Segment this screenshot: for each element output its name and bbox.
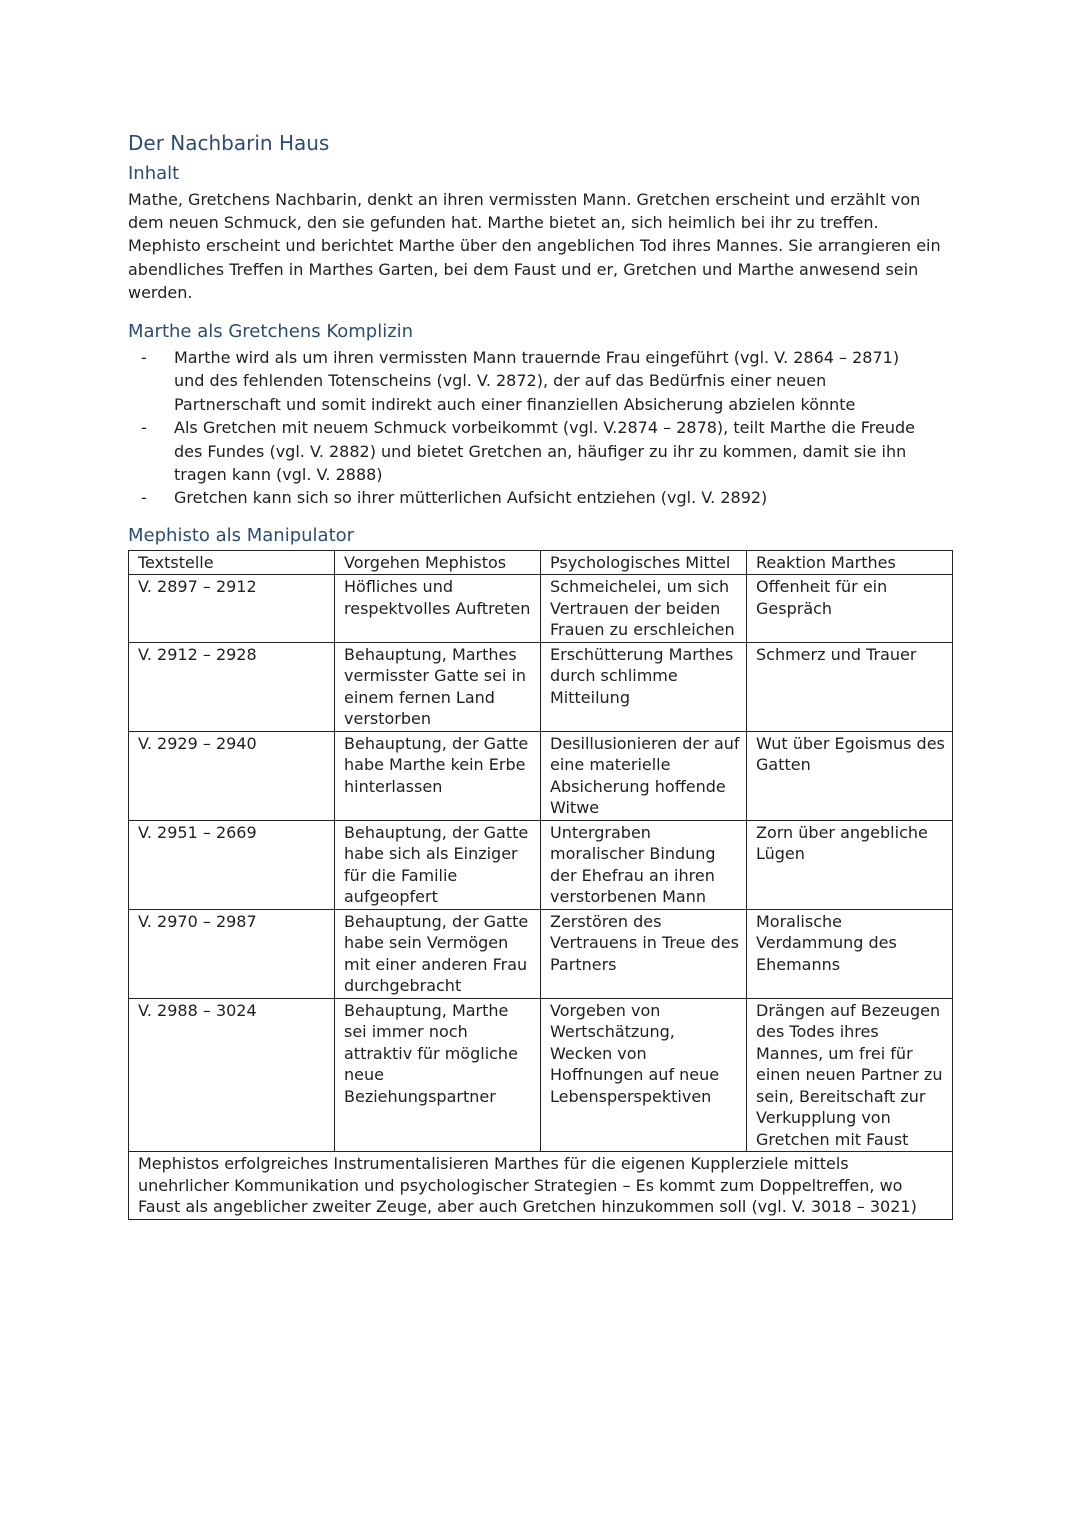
list-item: - Gretchen kann sich so ihrer mütterlichen Aufsicht entziehen (vgl. V. 2892) (128, 486, 934, 509)
document-page (128, 128, 958, 1220)
page-title: Der Nachbarin Haus (128, 131, 330, 155)
table-cell: Drängen auf Bezeugen des Todes ihres Mannes, um frei für einen neuen Partner zu sein, Bereitschaft zur Verkupplung von Gretchen mit Faust (747, 998, 953, 1152)
column-header: Psychologisches Mittel (541, 550, 747, 575)
table-row (129, 909, 953, 998)
table-cell: Desillusionieren der auf eine materielle Absicherung hoffende Witwe (541, 731, 747, 820)
summary-cell: Mephistos erfolgreiches Instrumentalisieren Marthes für die eigenen Kupplerziele mittels unehrlicher Kommunikation und psychologischer Strategien – Es kommt zum Doppeltreffen, wo Faust als angeblicher zweiter Zeuge, aber auch Gretchen hinzukommen soll (vgl. V. 3018 – 3021) (129, 1152, 953, 1220)
manipulator-table (128, 550, 953, 1220)
list-item: - Als Gretchen mit neuem Schmuck vorbeikommt (vgl. V.2874 – 2878), teilt Marthe die Freude des Fundes (vgl. V. 2882) und bietet Gretchen an, häufiger zu ihr zu kommen, damit sie ihn tragen kann (vgl. V. 2888) (128, 416, 934, 486)
table-cell: V. 2970 – 2987 (129, 909, 335, 998)
section-heading-manipulator: Mephisto als Manipulator (128, 524, 355, 546)
table-cell: Behauptung, der Gatte habe Marthe kein Erbe hinterlassen (335, 731, 541, 820)
table-cell: Behauptung, der Gatte habe sich als Einziger für die Familie aufgeopfert (335, 820, 541, 909)
table-row (129, 820, 953, 909)
section-heading-inhalt: Inhalt (128, 163, 180, 184)
table-cell: Vorgeben von Wertschätzung, Wecken von Hoffnungen auf neue Lebensperspektiven (541, 998, 747, 1152)
table-cell: Offenheit für ein Gespräch (747, 575, 953, 643)
table-row (129, 642, 953, 731)
section-heading-komplizin: Marthe als Gretchens Komplizin (128, 321, 414, 343)
table-cell: V. 2988 – 3024 (129, 998, 335, 1152)
table-cell: Untergraben moralischer Bindung der Ehefrau an ihren verstorbenen Mann (541, 820, 747, 909)
column-header: Textstelle (129, 550, 335, 575)
komplizin-list (128, 346, 958, 510)
table-cell: Behauptung, Marthes vermisster Gatte sei in einem fernen Land verstorben (335, 642, 541, 731)
list-item: - Marthe wird als um ihren vermissten Mann trauernde Frau eingeführt (vgl. V. 2864 – 2871) und des fehlenden Totenscheins (vgl. V. 2872), der auf das Bedürfnis einer neuen Partnerschaft und somit indirekt auch einer finanziellen Absicherung abzielen könnte (128, 346, 934, 416)
table-cell: Behauptung, Marthe sei immer noch attraktiv für mögliche neue Beziehungspartner (335, 998, 541, 1152)
table-cell: V. 2929 – 2940 (129, 731, 335, 820)
column-header: Vorgehen Mephistos (335, 550, 541, 575)
table-cell: Wut über Egoismus des Gatten (747, 731, 953, 820)
table-cell: Zorn über angebliche Lügen (747, 820, 953, 909)
table-cell: Höfliches und respektvolles Auftreten (335, 575, 541, 643)
table-cell: Moralische Verdammung des Ehemanns (747, 909, 953, 998)
inhalt-paragraph: Mathe, Gretchens Nachbarin, denkt an ihren vermissten Mann. Gretchen erscheint und erzählt von dem neuen Schmuck, den sie gefunden hat. Marthe bietet an, sich heimlich bei ihr zu treffen. Mephisto erscheint und berichtet Marthe über den angeblichen Tod ihres Mannes. Sie arrangieren ein abendliches Treffen in Marthes Garten, bei dem Faust und er, Gretchen und Marthe anwesend sein werden. (128, 190, 941, 302)
table-cell: V. 2951 – 2669 (129, 820, 335, 909)
table-row (129, 998, 953, 1152)
table-summary-row (129, 1152, 953, 1220)
table-cell: Behauptung, der Gatte habe sein Vermögen mit einer anderen Frau durchgebracht (335, 909, 541, 998)
table-cell: Schmerz und Trauer (747, 642, 953, 731)
column-header: Reaktion Marthes (747, 550, 953, 575)
table-cell: V. 2912 – 2928 (129, 642, 335, 731)
table-cell: Schmeichelei, um sich Vertrauen der beiden Frauen zu erschleichen (541, 575, 747, 643)
table-row (129, 575, 953, 643)
table-cell: Zerstören des Vertrauens in Treue des Partners (541, 909, 747, 998)
table-row (129, 731, 953, 820)
table-cell: Erschütterung Marthes durch schlimme Mitteilung (541, 642, 747, 731)
table-cell: V. 2897 – 2912 (129, 575, 335, 643)
table-header-row (129, 550, 953, 575)
